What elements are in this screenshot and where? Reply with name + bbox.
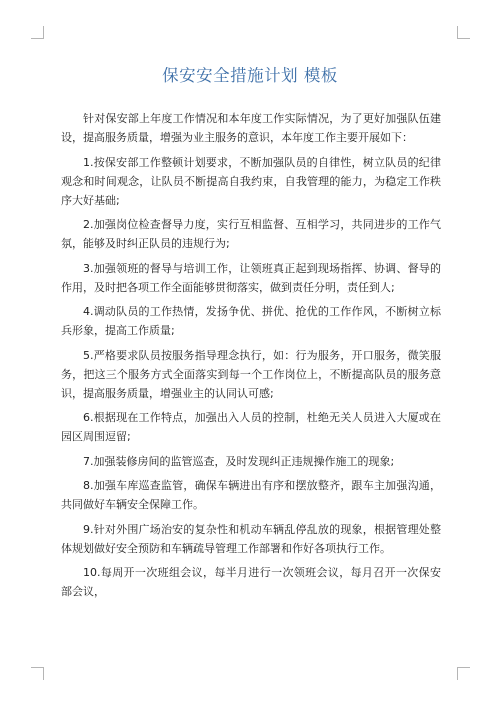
paragraph-item-8: 8.加强车库巡查监管，确保车辆进出有序和摆放整齐，跟车主加强沟通，共同做好车辆安全保障工作。 [61, 479, 441, 511]
paragraph-item-2: 2.加强岗位检查督导力度，实行互相监督、互相学习，共同进步的工作气氛，能够及时纠正队员的违规行为; [61, 218, 441, 250]
document-body [61, 109, 441, 607]
crop-mark-top-left [31, 26, 44, 39]
paragraph-item-4: 4.调动队员的工作热情，发扬争优、拼优、抢优的工作作风，不断树立标兵形象，提高工作质量; [61, 305, 441, 337]
crop-mark-top-right [457, 26, 470, 39]
crop-mark-bottom-right [457, 667, 470, 680]
document-title: 保安安全措施计划 模板 [162, 66, 338, 85]
paragraph-item-6: 6.根据现在工作特点，加强出入人员的控制，杜绝无关人员进入大厦或在园区周围逗留; [61, 411, 441, 443]
paragraph-intro: 针对保安部上年度工作情况和本年度工作实际情况，为了更好加强队伍建设，提高服务质量，增强为业主服务的意识，本年度工作主要开展如下： [61, 112, 441, 144]
paragraph-item-1: 1.按保安部工作整顿计划要求，不断加强队员的自律性，树立队员的纪律观念和时间观念，让队员不断提高自我约束，自我管理的能力，为稳定工作秩序大好基础; [61, 155, 441, 207]
paragraph-item-7: 7.加强装修房间的监管巡查，及时发现纠正违规操作施工的现象; [83, 454, 395, 468]
paragraph-item-10: 10.每周开一次班组会议，每半月进行一次领班会议，每月召开一次保安部会议， [61, 566, 441, 598]
crop-mark-bottom-left [31, 667, 44, 680]
paragraph-item-5: 5.严格要求队员按服务指导理念执行，如：行为服务，开口服务，微笑服务，把这三个服务方式全面落实到每一个工作岗位上，不断提高队员的服务意识，提高服务质量，增强业主的认同认可感; [61, 348, 441, 400]
paragraph-item-9: 9.针对外围广场治安的复杂性和机动车辆乱停乱放的现象，根据管理处整体规划做好安全预防和车辆疏导管理工作部署和作好各项执行工作。 [61, 522, 441, 555]
paragraph-item-3: 3.加强领班的督导与培训工作，让领班真正起到现场指挥、协调、督导的作用，及时把各项工作全面能够贯彻落实，做到责任分明，责任到人; [61, 261, 441, 294]
